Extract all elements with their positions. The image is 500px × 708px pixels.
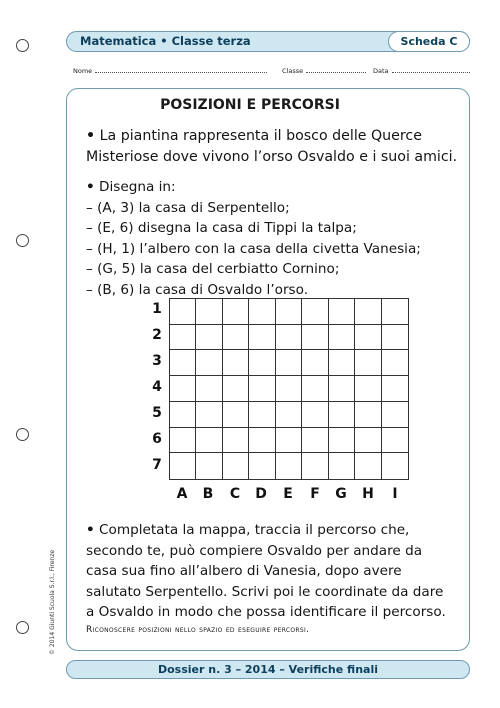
task-line: a Osvaldo in modo che possa identificare il percorso.	[86, 604, 446, 620]
grid-cell[interactable]	[302, 402, 328, 428]
grid-cell[interactable]	[196, 376, 222, 402]
grid-cell[interactable]	[329, 350, 355, 376]
header-bar	[66, 31, 470, 52]
binder-hole-1	[16, 39, 29, 52]
binder-hole-3	[16, 428, 29, 441]
task-line: secondo te, può compiere Osvaldo per andare da	[86, 542, 423, 559]
column-label: C	[229, 486, 241, 502]
footer-bar: Dossier n. 3 – 2014 – Verifiche finali	[66, 660, 470, 679]
grid-cell[interactable]	[276, 299, 302, 325]
grid-cell[interactable]	[329, 325, 355, 351]
grid-cell[interactable]	[355, 376, 381, 402]
grid-cell[interactable]	[382, 350, 408, 376]
name-label: Nome	[73, 67, 93, 75]
scheda-label: Scheda C	[388, 31, 470, 52]
grid-cell[interactable]	[223, 428, 249, 454]
intro-line: Misteriose dove vivono l’orso Osvaldo e i suoi amici.	[86, 149, 458, 165]
grid-cell[interactable]	[329, 428, 355, 454]
grid-cell[interactable]	[223, 299, 249, 325]
grid-cell[interactable]	[302, 350, 328, 376]
grid-cell[interactable]	[276, 428, 302, 454]
grid-cell[interactable]	[355, 350, 381, 376]
grid-cell[interactable]	[196, 299, 222, 325]
grid-cell[interactable]	[382, 325, 408, 351]
grid-cell[interactable]	[302, 453, 328, 479]
task-item: – (H, 1) l’albero con la casa della civetta Vanesia;	[86, 240, 421, 257]
grid-cell[interactable]	[170, 376, 196, 402]
grid-cell[interactable]	[196, 350, 222, 376]
grid-cell[interactable]	[382, 402, 408, 428]
grid-cell[interactable]	[382, 299, 408, 325]
grid-cell[interactable]	[382, 428, 408, 454]
row-label: 4	[152, 379, 162, 395]
row-label: 3	[152, 353, 162, 369]
bullet-icon: •	[86, 522, 95, 538]
class-field	[282, 66, 366, 75]
class-label: Classe	[282, 67, 304, 75]
grid-cell[interactable]	[276, 453, 302, 479]
bullet-icon: •	[86, 179, 95, 195]
grid-cell[interactable]	[329, 376, 355, 402]
grid-cell[interactable]	[329, 299, 355, 325]
grid-cell[interactable]	[249, 350, 275, 376]
grid-cell[interactable]	[249, 299, 275, 325]
column-label: B	[202, 486, 214, 502]
grid-cell[interactable]	[196, 325, 222, 351]
grid-cell[interactable]	[249, 453, 275, 479]
grid-cell[interactable]	[170, 325, 196, 351]
grid-cell[interactable]	[276, 350, 302, 376]
task-line: salutato Serpentello. Scrivi poi le coordinate da dare	[86, 583, 444, 600]
task-line: Completata la mappa, traccia il percorso che,	[99, 522, 410, 538]
copyright-notice: © 2014 Giunti Scuola S.r.l., Firenze	[49, 549, 56, 655]
grid-cell[interactable]	[170, 350, 196, 376]
grid-cell[interactable]	[223, 350, 249, 376]
row-label: 2	[152, 327, 162, 343]
column-label: E	[283, 486, 293, 502]
column-label: D	[255, 486, 267, 502]
grid-cell[interactable]	[276, 376, 302, 402]
task-item: – (E, 6) disegna la casa di Tippi la talpa;	[86, 220, 357, 236]
grid-cell[interactable]	[329, 453, 355, 479]
bullet-icon: •	[86, 128, 96, 144]
task-draw	[86, 177, 466, 300]
task-path	[86, 520, 466, 623]
grid-cell[interactable]	[355, 402, 381, 428]
grid-cell[interactable]	[249, 376, 275, 402]
date-label: Data	[373, 67, 389, 75]
grid-cell[interactable]	[223, 325, 249, 351]
grid-cell[interactable]	[302, 325, 328, 351]
column-label: G	[335, 486, 347, 502]
grid-cell[interactable]	[196, 453, 222, 479]
name-field	[73, 66, 267, 75]
grid-cell[interactable]	[223, 376, 249, 402]
grid-cell[interactable]	[355, 299, 381, 325]
date-field	[373, 66, 470, 75]
column-label: A	[176, 486, 188, 502]
grid-cell[interactable]	[249, 402, 275, 428]
column-label: I	[392, 486, 398, 502]
grid-cell[interactable]	[170, 428, 196, 454]
binder-hole-2	[16, 234, 29, 247]
intro-line: La piantina rappresenta il bosco delle Querce	[99, 128, 422, 144]
grid-cell[interactable]	[302, 299, 328, 325]
task-heading: Disegna in:	[99, 179, 176, 195]
task-item: – (B, 6) la casa di Osvaldo l’orso.	[86, 281, 309, 298]
column-label: F	[310, 486, 320, 502]
worksheet-title: POSIZIONI E PERCORSI	[160, 97, 340, 113]
grid-cell[interactable]	[382, 376, 408, 402]
binder-hole-4	[16, 621, 29, 634]
intro-paragraph	[86, 126, 466, 168]
grid-cell[interactable]	[276, 402, 302, 428]
row-label: 6	[152, 431, 162, 447]
grid-cell[interactable]	[170, 299, 196, 325]
grid-cell[interactable]	[329, 402, 355, 428]
subject-title: Matematica • Classe terza	[80, 34, 251, 48]
row-label: 1	[152, 301, 162, 317]
coordinate-grid[interactable]	[169, 298, 409, 480]
grid-cell[interactable]	[355, 325, 381, 351]
task-line: casa sua fino all’albero di Vanesia, dopo avere	[86, 563, 402, 579]
grid-cell[interactable]	[355, 453, 381, 479]
grid-cell[interactable]	[249, 428, 275, 454]
grid-cell[interactable]	[249, 325, 275, 351]
grid-cell[interactable]	[170, 453, 196, 479]
grid-cell[interactable]	[223, 402, 249, 428]
task-item: – (A, 3) la casa di Serpentello;	[86, 199, 290, 216]
learning-objective: Riconoscere posizioni nello spazio ed eseguire percorsi.	[86, 625, 310, 635]
row-label: 5	[152, 405, 162, 421]
grid-cell[interactable]	[223, 453, 249, 479]
grid-cell[interactable]	[170, 402, 196, 428]
grid-cell[interactable]	[302, 376, 328, 402]
grid-cell[interactable]	[355, 428, 381, 454]
grid-cell[interactable]	[196, 428, 222, 454]
column-label: H	[362, 486, 374, 502]
grid-cell[interactable]	[382, 453, 408, 479]
grid-cell[interactable]	[196, 402, 222, 428]
row-label: 7	[152, 457, 162, 473]
task-item: – (G, 5) la casa del cerbiatto Cornino;	[86, 261, 340, 277]
grid-cell[interactable]	[302, 428, 328, 454]
grid-cell[interactable]	[276, 325, 302, 351]
